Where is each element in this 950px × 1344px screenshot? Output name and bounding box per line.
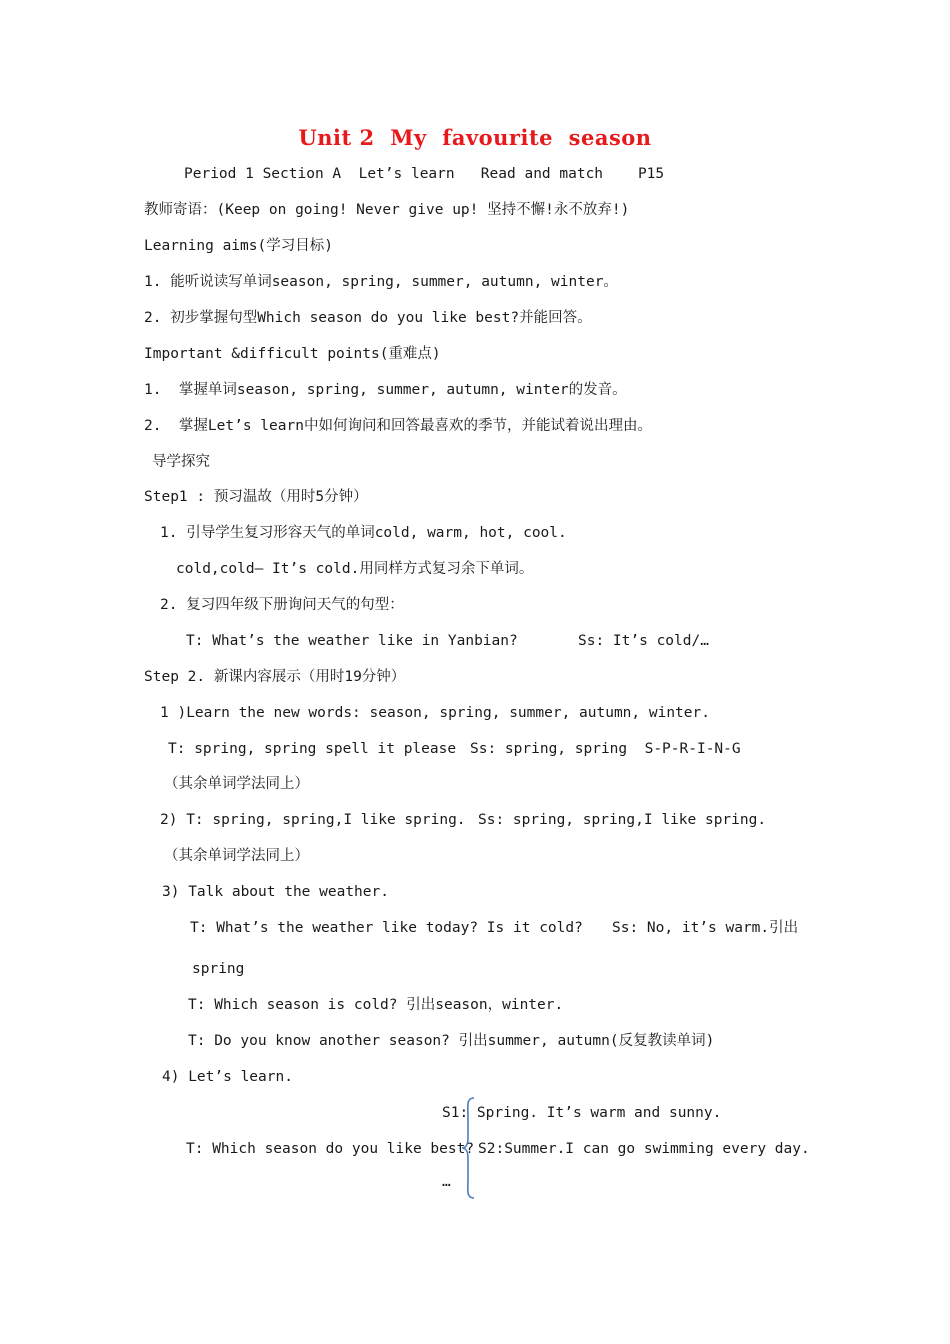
dialogue-more: … [442,1174,451,1190]
step2-item-2-teacher: 2) T: spring, spring,I like spring. [160,812,466,828]
point-item-2: 2. 掌握Let’s learn中如何询问和回答最喜欢的季节，并能试着说出理由。 [144,418,652,434]
point-item-1: 1. 掌握单词season, spring, summer, autumn, winter的发音。 [144,382,627,398]
step1-item-2: 2. 复习四年级下册询问天气的句型： [160,597,404,613]
step2-item-2-note: （其余单词学法同上） [164,848,309,864]
step2-item-1: 1 )Learn the new words: season, spring, summer, autumn, winter. [160,705,710,721]
step1-heading: Step1 : 预习温故（用时5分钟） [144,489,368,505]
dialogue-s1: S1: Spring. It’s warm and sunny. [442,1105,722,1121]
step2-item-2-students: Ss: spring, spring,I like spring. [478,812,767,828]
step2-item-3-line-3: T: Do you know another season? 引出summer, autumn(反复教读单词) [188,1033,715,1049]
guide-heading: 导学探究 [152,454,210,470]
step2-item-3-line-2: T: Which season is cold? 引出season，winter. [188,997,564,1013]
step2-item-4: 4) Let’s learn. [162,1069,293,1085]
aim-item-1: 1. 能听说读写单词season, spring, summer, autumn, winter。 [144,274,618,290]
step1-item-1: 1. 引导学生复习形容天气的单词cold, warm, hot, cool. [160,525,567,541]
step2-item-3-students-answer: Ss: No, it’s warm.引出 [612,920,799,936]
step1-item-1-example: cold,cold— It’s cold.用同样方式复习余下单词。 [176,561,534,577]
step2-item-3-teacher-question: T: What’s the weather like today? Is it cold? [190,920,583,936]
aim-item-2: 2. 初步掌握句型Which season do you like best?并能回答。 [144,310,592,326]
document-title: Unit 2 My favourite season [298,125,652,150]
step2-item-3-answer-cont: spring [192,961,245,977]
aims-heading: Learning aims(学习目标) [144,238,333,254]
dialogue-s2: S2:Summer.I can go swimming every day. [478,1141,810,1157]
step1-item-2-teacher: T: What’s the weather like in Yanbian? [186,633,518,649]
points-heading: Important &difficult points(重难点) [144,346,441,362]
step2-item-1-note: （其余单词学法同上） [164,776,309,792]
step2-item-1-teacher: T: spring, spring spell it please [168,741,457,757]
curly-brace-icon [460,1096,476,1200]
step2-item-1-students: Ss: spring, spring S-P-R-I-N-G [470,741,741,757]
dialogue-teacher-question: T: Which season do you like best? [186,1141,475,1157]
teacher-motto: 教师寄语：(Keep on going! Never give up! 坚持不懈!永不放弃!) [144,202,630,218]
step2-heading: Step 2. 新课内容展示（用时19分钟） [144,669,406,685]
step1-item-2-students: Ss: It’s cold/… [578,633,709,649]
step2-item-3: 3) Talk about the weather. [162,884,389,900]
period-subtitle: Period 1 Section A Let’s learn Read and match P15 [184,166,665,182]
